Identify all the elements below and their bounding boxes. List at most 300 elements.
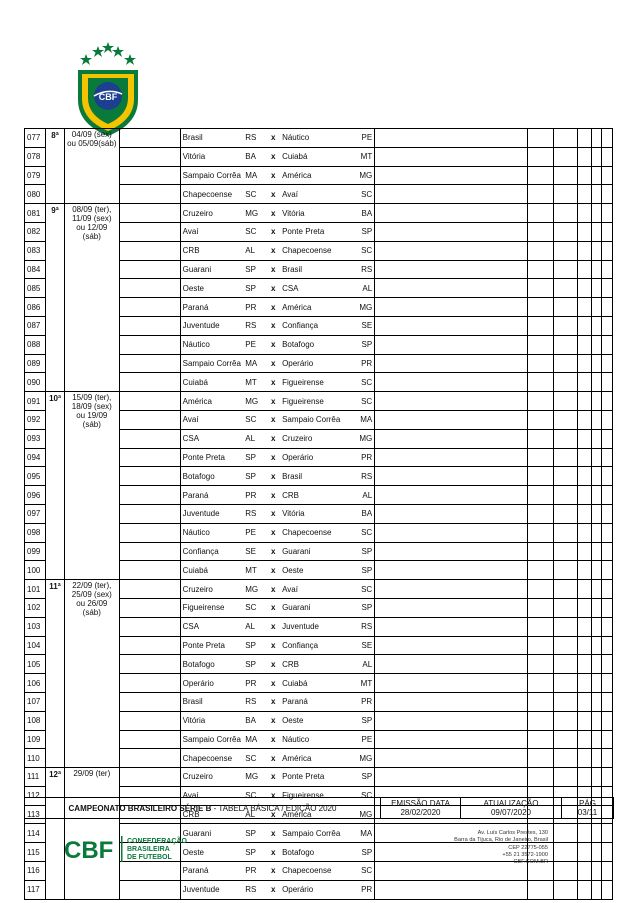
blank-cell — [375, 542, 528, 561]
home-state: SP — [243, 843, 266, 862]
address-line: Barra da Tijuca, Rio de Janeiro, Brasil — [454, 837, 548, 844]
blank-cell — [375, 880, 528, 899]
blank-cell — [578, 542, 592, 561]
blank-cell — [591, 824, 602, 843]
stars-icon — [80, 42, 136, 65]
match-number: 110 — [25, 749, 46, 768]
away-team: Guarani — [280, 542, 354, 561]
footer-pagina — [562, 798, 614, 819]
blank-cell — [602, 467, 613, 486]
blank-cell — [578, 862, 592, 881]
table-row — [25, 392, 613, 411]
blank-cell — [527, 241, 553, 260]
blank-cell — [602, 147, 613, 166]
blank-cell — [527, 880, 553, 899]
blank-cell — [119, 523, 180, 542]
match-number: 103 — [25, 617, 46, 636]
blank-cell — [591, 598, 602, 617]
blank-cell — [554, 467, 578, 486]
home-team: Botafogo — [180, 655, 243, 674]
home-state: PE — [243, 335, 266, 354]
blank-cell — [554, 392, 578, 411]
home-state: AL — [243, 241, 266, 260]
blank-cell — [119, 730, 180, 749]
blank-cell — [578, 279, 592, 298]
match-number: 104 — [25, 636, 46, 655]
match-number: 116 — [25, 862, 46, 881]
blank-cell — [375, 392, 528, 411]
blank-cell — [375, 598, 528, 617]
blank-cell — [527, 448, 553, 467]
blank-cell — [554, 843, 578, 862]
away-team: Botafogo — [280, 335, 354, 354]
blank-cell — [602, 279, 613, 298]
home-team: Oeste — [180, 843, 243, 862]
match-number: 078 — [25, 147, 46, 166]
away-state: SP — [354, 598, 375, 617]
blank-cell — [375, 298, 528, 317]
blank-cell — [119, 166, 180, 185]
blank-cell — [554, 730, 578, 749]
blank-cell — [119, 674, 180, 693]
blank-cell — [578, 467, 592, 486]
blank-cell — [119, 316, 180, 335]
match-number: 094 — [25, 448, 46, 467]
blank-cell — [554, 335, 578, 354]
home-team: Cruzeiro — [180, 204, 243, 223]
away-state: MA — [354, 410, 375, 429]
home-team: Avaí — [180, 410, 243, 429]
blank-cell — [527, 392, 553, 411]
match-number: 108 — [25, 711, 46, 730]
versus-mark: x — [266, 166, 280, 185]
pagina-label: PÁG — [579, 799, 596, 808]
match-number: 098 — [25, 523, 46, 542]
versus-mark: x — [266, 241, 280, 260]
away-team: Sampaio Corrêa — [280, 410, 354, 429]
away-team: Brasil — [280, 467, 354, 486]
home-state: PR — [243, 674, 266, 693]
blank-cell — [375, 486, 528, 505]
address-line: +55 21 3572-1900 — [502, 851, 548, 858]
blank-cell — [527, 373, 553, 392]
blank-cell — [602, 448, 613, 467]
away-team: Vitória — [280, 504, 354, 523]
home-state: SC — [243, 786, 266, 805]
versus-mark: x — [266, 674, 280, 693]
blank-cell — [554, 880, 578, 899]
website-link[interactable]: CBF.COM.BR — [513, 859, 548, 866]
blank-cell — [578, 392, 592, 411]
away-team: Chapecoense — [280, 241, 354, 260]
org-line1: CONFEDERAÇÃO — [127, 838, 187, 845]
blank-cell — [554, 354, 578, 373]
away-state: MG — [354, 749, 375, 768]
crest-text: CBF — [98, 92, 118, 102]
blank-cell — [119, 222, 180, 241]
blank-cell — [578, 711, 592, 730]
versus-mark: x — [266, 392, 280, 411]
away-state: PE — [354, 730, 375, 749]
blank-cell — [591, 410, 602, 429]
home-state: BA — [243, 711, 266, 730]
away-team: Avaí — [280, 580, 354, 599]
home-team: Cuiabá — [180, 373, 243, 392]
blank-cell — [591, 260, 602, 279]
home-state: MA — [243, 730, 266, 749]
home-team: Guarani — [180, 824, 243, 843]
away-state: PR — [354, 354, 375, 373]
blank-cell — [602, 316, 613, 335]
blank-cell — [591, 862, 602, 881]
blank-cell — [591, 504, 602, 523]
blank-cell — [375, 730, 528, 749]
blank-cell — [119, 392, 180, 411]
blank-cell — [591, 768, 602, 787]
versus-mark: x — [266, 655, 280, 674]
blank-cell — [375, 429, 528, 448]
away-state: MG — [354, 429, 375, 448]
blank-cell — [591, 674, 602, 693]
versus-mark: x — [266, 486, 280, 505]
blank-cell — [554, 373, 578, 392]
away-state: PR — [354, 448, 375, 467]
home-team: Vitória — [180, 711, 243, 730]
away-team: Botafogo — [280, 843, 354, 862]
away-team: Brasil — [280, 260, 354, 279]
blank-cell — [554, 561, 578, 580]
blank-cell — [602, 542, 613, 561]
atualizacao-label: ATUALIZAÇÃO — [483, 799, 539, 808]
match-number: 115 — [25, 843, 46, 862]
away-team: Figueirense — [280, 373, 354, 392]
home-team: Cuiabá — [180, 561, 243, 580]
away-state: SC — [354, 580, 375, 599]
home-team: Náutico — [180, 335, 243, 354]
blank-cell — [554, 523, 578, 542]
round-label: 12ª — [46, 768, 65, 900]
blank-cell — [602, 373, 613, 392]
away-state: SP — [354, 335, 375, 354]
blank-cell — [375, 523, 528, 542]
blank-cell — [119, 561, 180, 580]
blank-cell — [375, 129, 528, 148]
blank-cell — [602, 429, 613, 448]
home-state: RS — [243, 692, 266, 711]
away-team: Oeste — [280, 561, 354, 580]
home-team: Paraná — [180, 862, 243, 881]
home-state: SC — [243, 598, 266, 617]
match-number: 083 — [25, 241, 46, 260]
home-team: Paraná — [180, 298, 243, 317]
blank-cell — [527, 335, 553, 354]
blank-cell — [578, 260, 592, 279]
away-team: Juventude — [280, 617, 354, 636]
cbf-wordmark-logo — [64, 832, 224, 866]
blank-cell — [375, 467, 528, 486]
blank-cell — [527, 542, 553, 561]
home-state: AL — [243, 429, 266, 448]
blank-cell — [554, 166, 578, 185]
versus-mark: x — [266, 316, 280, 335]
home-team: Guarani — [180, 260, 243, 279]
versus-mark: x — [266, 298, 280, 317]
blank-cell — [375, 185, 528, 204]
match-number: 105 — [25, 655, 46, 674]
home-state: SP — [243, 467, 266, 486]
away-state: AL — [354, 279, 375, 298]
home-team: Paraná — [180, 486, 243, 505]
blank-cell — [375, 147, 528, 166]
blank-cell — [119, 504, 180, 523]
versus-mark: x — [266, 561, 280, 580]
away-state: SC — [354, 862, 375, 881]
blank-cell — [554, 298, 578, 317]
blank-cell — [591, 692, 602, 711]
home-state: BA — [243, 147, 266, 166]
blank-cell — [591, 448, 602, 467]
blank-cell — [119, 880, 180, 899]
blank-cell — [119, 542, 180, 561]
blank-cell — [554, 711, 578, 730]
match-number: 106 — [25, 674, 46, 693]
match-number: 107 — [25, 692, 46, 711]
blank-cell — [591, 185, 602, 204]
blank-cell — [578, 166, 592, 185]
blank-cell — [591, 166, 602, 185]
table-row — [25, 580, 613, 599]
away-state: SC — [354, 241, 375, 260]
blank-cell — [578, 843, 592, 862]
round-date: 04/09 (sex) ou 05/09(sáb) — [64, 129, 119, 204]
round-date: 22/09 (ter), 25/09 (sex) ou 26/09 (sáb) — [64, 580, 119, 768]
blank-cell — [591, 880, 602, 899]
away-state: MT — [354, 147, 375, 166]
home-state: PR — [243, 298, 266, 317]
home-team: CSA — [180, 617, 243, 636]
home-team: América — [180, 392, 243, 411]
blank-cell — [554, 316, 578, 335]
blank-cell — [119, 711, 180, 730]
away-state: SC — [354, 786, 375, 805]
blank-cell — [119, 185, 180, 204]
away-state: AL — [354, 655, 375, 674]
blank-cell — [578, 185, 592, 204]
blank-cell — [375, 166, 528, 185]
blank-cell — [578, 298, 592, 317]
away-team: América — [280, 166, 354, 185]
blank-cell — [375, 561, 528, 580]
blank-cell — [602, 692, 613, 711]
home-state: MG — [243, 768, 266, 787]
away-state: MG — [354, 166, 375, 185]
away-team: Sampaio Corrêa — [280, 824, 354, 843]
match-number: 085 — [25, 279, 46, 298]
blank-cell — [578, 129, 592, 148]
home-state: SP — [243, 448, 266, 467]
away-team: Operário — [280, 354, 354, 373]
table-row — [25, 129, 613, 148]
away-team: CSA — [280, 279, 354, 298]
away-state: SE — [354, 636, 375, 655]
home-state: PE — [243, 523, 266, 542]
blank-cell — [591, 467, 602, 486]
away-team: CRB — [280, 655, 354, 674]
versus-mark: x — [266, 129, 280, 148]
away-state: SC — [354, 392, 375, 411]
match-number: 114 — [25, 824, 46, 843]
home-team: CRB — [180, 241, 243, 260]
blank-cell — [602, 617, 613, 636]
blank-cell — [375, 749, 528, 768]
away-state: MA — [354, 824, 375, 843]
away-team: América — [280, 298, 354, 317]
match-number: 099 — [25, 542, 46, 561]
away-team: Figueirense — [280, 786, 354, 805]
blank-cell — [527, 749, 553, 768]
blank-cell — [591, 129, 602, 148]
blank-cell — [527, 617, 553, 636]
blank-cell — [602, 335, 613, 354]
blank-cell — [591, 636, 602, 655]
atualizacao-value: 09/07/2020 — [490, 808, 532, 817]
blank-cell — [527, 730, 553, 749]
blank-cell — [375, 373, 528, 392]
blank-cell — [527, 316, 553, 335]
blank-cell — [527, 598, 553, 617]
blank-cell — [554, 824, 578, 843]
home-state: SC — [243, 749, 266, 768]
blank-cell — [375, 448, 528, 467]
blank-cell — [602, 730, 613, 749]
blank-cell — [591, 580, 602, 599]
blank-cell — [578, 241, 592, 260]
versus-mark: x — [266, 523, 280, 542]
blank-cell — [375, 655, 528, 674]
away-state: PR — [354, 880, 375, 899]
away-team: Chapecoense — [280, 862, 354, 881]
org-line2: BRASILEIRA — [127, 846, 170, 853]
pagina-value: 03/11 — [577, 808, 598, 817]
home-team: Operário — [180, 674, 243, 693]
home-team: Sampaio Corrêa — [180, 730, 243, 749]
home-team: Chapecoense — [180, 749, 243, 768]
away-state: SP — [354, 222, 375, 241]
match-number: 080 — [25, 185, 46, 204]
blank-cell — [602, 523, 613, 542]
blank-cell — [578, 580, 592, 599]
blank-cell — [554, 260, 578, 279]
blank-cell — [527, 129, 553, 148]
away-team: Náutico — [280, 730, 354, 749]
away-team: Cuiabá — [280, 147, 354, 166]
emissao-label: EMISSÃO DATA — [391, 799, 450, 808]
blank-cell — [554, 542, 578, 561]
away-state: SC — [354, 523, 375, 542]
home-state: RS — [243, 316, 266, 335]
away-team: CRB — [280, 486, 354, 505]
blank-cell — [554, 749, 578, 768]
address-line: CEP 22775-055 — [508, 844, 548, 851]
blank-cell — [554, 674, 578, 693]
blank-cell — [119, 636, 180, 655]
blank-cell — [591, 316, 602, 335]
blank-cell — [591, 749, 602, 768]
blank-cell — [578, 147, 592, 166]
blank-cell — [375, 504, 528, 523]
versus-mark: x — [266, 598, 280, 617]
blank-cell — [119, 692, 180, 711]
away-state: BA — [354, 204, 375, 223]
blank-cell — [119, 598, 180, 617]
blank-cell — [591, 617, 602, 636]
blank-cell — [578, 373, 592, 392]
blank-cell — [591, 392, 602, 411]
home-state: PR — [243, 486, 266, 505]
match-number: 102 — [25, 598, 46, 617]
blank-cell — [527, 692, 553, 711]
away-team: Confiança — [280, 316, 354, 335]
blank-cell — [527, 636, 553, 655]
versus-mark: x — [266, 147, 280, 166]
home-team: Avaí — [180, 786, 243, 805]
blank-cell — [578, 880, 592, 899]
blank-cell — [554, 504, 578, 523]
blank-cell — [119, 298, 180, 317]
blank-cell — [578, 692, 592, 711]
blank-cell — [527, 561, 553, 580]
versus-mark: x — [266, 448, 280, 467]
blank-cell — [554, 636, 578, 655]
away-state: RS — [354, 260, 375, 279]
match-number: 113 — [25, 805, 46, 824]
home-state: RS — [243, 880, 266, 899]
org-line3: DE FUTEBOL — [127, 854, 172, 861]
blank-cell — [527, 429, 553, 448]
blank-cell — [602, 241, 613, 260]
home-team: Brasil — [180, 129, 243, 148]
round-date: 29/09 (ter) — [64, 768, 119, 900]
blank-cell — [119, 617, 180, 636]
blank-cell — [119, 429, 180, 448]
away-state: SE — [354, 316, 375, 335]
blank-cell — [375, 692, 528, 711]
home-team: CSA — [180, 429, 243, 448]
blank-cell — [602, 392, 613, 411]
blank-cell — [578, 354, 592, 373]
blank-cell — [602, 674, 613, 693]
home-team: Botafogo — [180, 467, 243, 486]
blank-cell — [554, 617, 578, 636]
fixtures-table — [24, 128, 613, 900]
footer-title — [25, 798, 381, 819]
versus-mark: x — [266, 824, 280, 843]
blank-cell — [119, 279, 180, 298]
match-number: 087 — [25, 316, 46, 335]
blank-cell — [554, 204, 578, 223]
home-team: Cruzeiro — [180, 768, 243, 787]
blank-cell — [375, 279, 528, 298]
versus-mark: x — [266, 786, 280, 805]
blank-cell — [554, 448, 578, 467]
blank-cell — [554, 279, 578, 298]
home-state: MG — [243, 580, 266, 599]
away-team: Operário — [280, 880, 354, 899]
blank-cell — [578, 674, 592, 693]
away-state: RS — [354, 617, 375, 636]
match-number: 111 — [25, 768, 46, 787]
versus-mark: x — [266, 185, 280, 204]
